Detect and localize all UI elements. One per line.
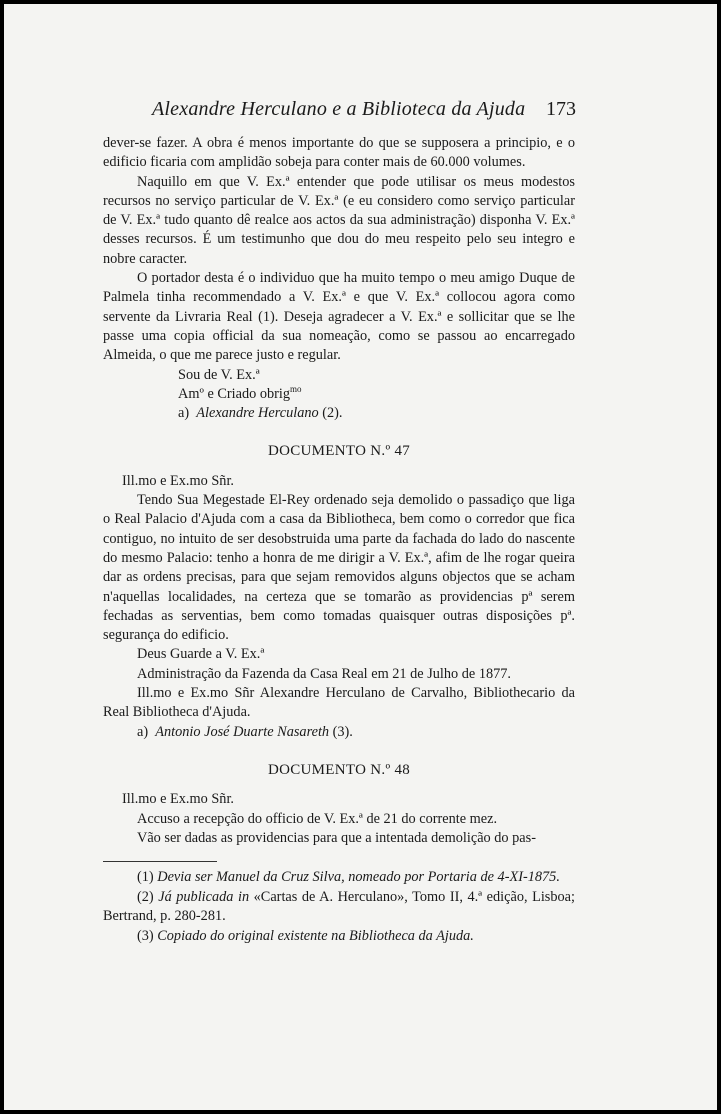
footnotes <box>103 868 575 946</box>
letter-paragraph-3-start: O portador desta é o individuo que ha muito tempo o meu amigo Duque de Palmela tinha recommendado a V. Ex.ª e que V. Ex.ª collocou agora como servente da Livraria Real ( <box>103 270 575 325</box>
letter-closing-2-sup: mo <box>290 384 302 395</box>
document-47-addressee: Ill.mo e Ex.mo Sñr Alexandre Herculano de Carvalho, Bibliothecario da Real Bibliotheca d'Ajuda. <box>103 685 575 721</box>
document-48-heading: DOCUMENTO N.º 48 <box>267 761 411 778</box>
document-47-paragraph: Tendo Sua Megestade El-Rey ordenado seja demolido o passadiço que liga o Real Palacio d'Ajuda com a casa da Bibliotheca, bem como o corredor que fica contiguo, no intuito de ser desobstruida uma parte da fachada do lado do nascente do mesmo Palacio: tenho a honra de me dirigir a V. Ex.ª, afim de lhe rogar queira dar as ordens precisas, para que sejam removidos alguns objectos que se acham n'aquellas localidades, na certeza que se tomarão as providencias pª serem fechadas as serventias, bem como tomadas quaisquer outras disposições pª. segurança do edificio. <box>103 492 575 644</box>
document-47-signature <box>103 723 575 742</box>
footnote-1-text: Devia ser Manuel da Cruz Silva, nomeado por Portaria de 4-XI-1875. <box>157 869 560 885</box>
signature-name: Antonio José Duarte Nasareth <box>155 723 330 740</box>
page-number: 173 <box>546 98 576 120</box>
document-48-paragraph-2: Vão ser dadas as providencias para que a intentada demolição do pas- <box>137 829 536 846</box>
footnote-1 <box>103 868 575 888</box>
footnote-3-mark: (3) <box>137 927 154 944</box>
document-47-place-date: Administração da Fazenda da Casa Real em 21 de Julho de 1877. <box>137 665 511 682</box>
letter-closing-2-text: Amº e Criado obrig <box>178 385 291 402</box>
document-47-salutation: Ill.mo e Ex.mo Sñr. <box>122 472 234 489</box>
document-47-closing: Deus Guarde a V. Ex.ª <box>137 646 265 663</box>
document-47-heading: DOCUMENTO N.º 47 <box>267 443 411 460</box>
footnote-rule <box>103 861 217 862</box>
footnote-ref-3: (3). <box>332 723 353 740</box>
footnote-2-mark: (2) <box>137 888 154 905</box>
letter-paragraph-1: dever-se fazer. A obra é menos importante do que se supposera a principio, e o edificio ficaria com amplidão sobeja para conter mais de 60.000 volumes. <box>103 135 575 171</box>
signature-prefix: a) <box>178 405 190 422</box>
letter-paragraph-3-end: ). Deseja agradecer a V. Ex.ª e sollicitar que se lhe passe uma copia official da sua nomeação, como se passou ao encarregado Almeida, o que me parece justo e regular. <box>103 308 575 364</box>
signature-prefix: a) <box>137 723 149 740</box>
letter-closing-1: Sou de V. Ex.ª <box>178 366 260 383</box>
footnote-2-italic: Já publicada in <box>158 888 250 905</box>
footnote-ref-1: 1 <box>262 308 270 325</box>
footnote-1-mark: (1) <box>137 869 154 885</box>
letter-closing-2 <box>103 385 575 404</box>
running-title: Alexandre Herculano e a Biblioteca da Ajuda <box>152 98 526 120</box>
footnote-2 <box>103 888 575 927</box>
letter-paragraph-2: Naquillo em que V. Ex.ª entender que pode utilisar os meus modestos recursos no serviço particular de V. Ex.ª (e eu considero como serviço particular de V. Ex.ª tudo quanto dê realce aos actos da sua administração) disponha V. Ex.ª desses recursos. É um testimunho que dou do meu respeito pelo seu integro e nobre caracter. <box>103 173 575 267</box>
main-text <box>103 134 575 848</box>
running-header <box>152 98 576 122</box>
signature-name: Alexandre Herculano <box>196 405 319 422</box>
footnote-3 <box>103 927 575 947</box>
letter-paragraph-3 <box>103 269 575 365</box>
footnote-2-text: «Cartas de A. Herculano», Tomo II, 4.ª edição, Lisboa; Bertrand, p. 280-281. <box>103 888 575 924</box>
document-48-salutation: Ill.mo e Ex.mo Sñr. <box>122 791 234 808</box>
letter-signature <box>103 404 575 423</box>
document-48-paragraph-1: Accuso a recepção do officio de V. Ex.ª de 21 do corrente mez. <box>137 810 498 827</box>
footnote-3-text: Copiado do original existente na Bibliotheca da Ajuda. <box>157 927 474 944</box>
footnote-ref-2: (2). <box>322 405 343 422</box>
page <box>4 4 717 1110</box>
